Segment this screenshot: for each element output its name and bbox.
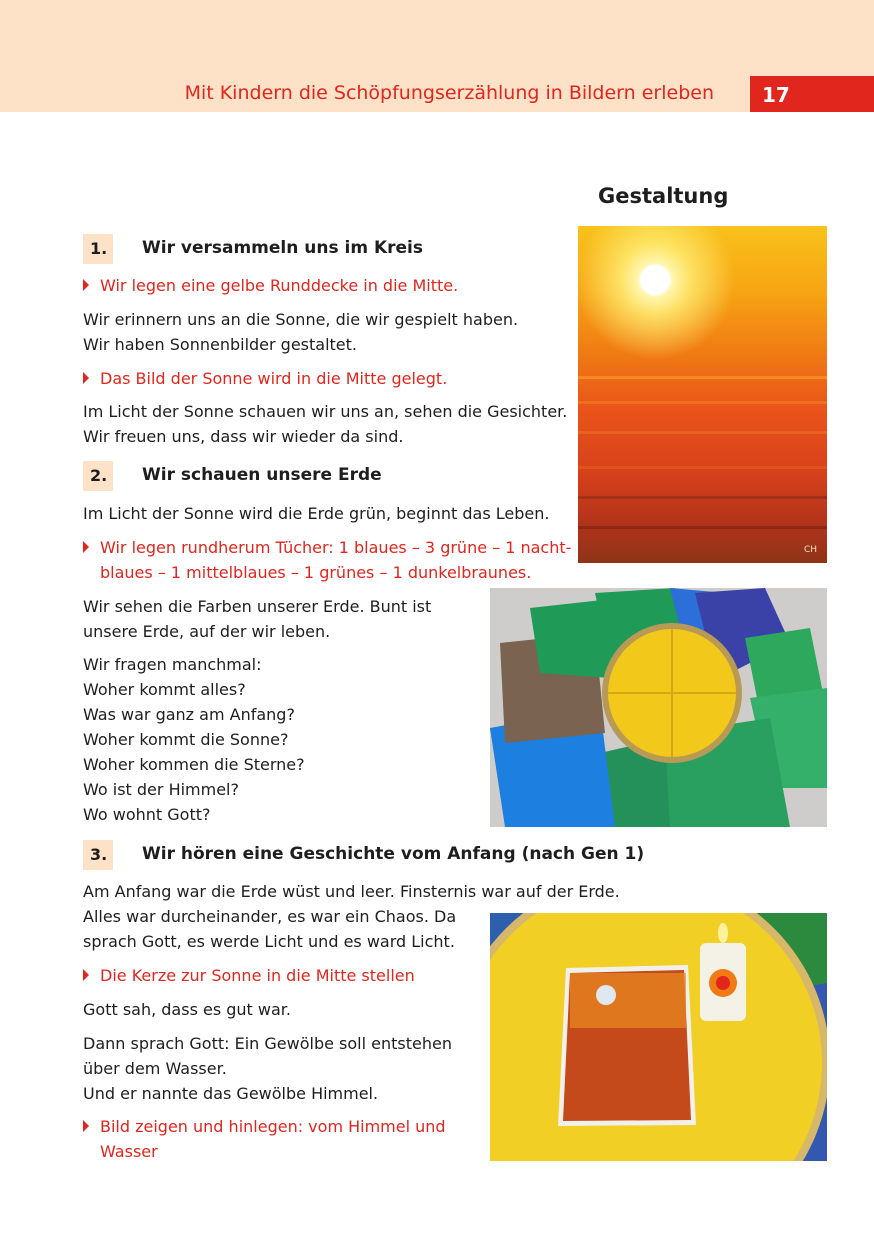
section-3-title: Wir hören eine Geschichte vom Anfang (nach Gen 1) <box>142 844 645 864</box>
cloth-arrangement-illustration <box>490 588 827 827</box>
section-3-instruction-1: Die Kerze zur Sonne in die Mitte stellen <box>83 963 415 988</box>
section-3-paragraph-2: Gott sah, dass es gut war. <box>83 1000 291 1019</box>
header-title: Mit Kindern die Schöpfungserzählung in Bildern erleben <box>184 82 714 104</box>
section-2-title: Wir schauen unsere Erde <box>142 465 382 485</box>
section-1-instruction-1: Wir legen eine gelbe Runddecke in die Mitte. <box>83 273 458 298</box>
section-1-number: 1. <box>83 234 113 264</box>
section-3-paragraph-3: Dann sprach Gott: Ein Gewölbe soll entstehen über dem Wasser. Und er nannte das Gewölbe Himmel. <box>83 1034 452 1103</box>
section-2-questions: Wir fragen manchmal: Woher kommt alles? Was war ganz am Anfang? Woher kommt die Sonne? Woher kommen die Sterne? Wo ist der Himmel? Wo wohnt Gott? <box>83 655 305 824</box>
section-1-instruction-2: Das Bild der Sonne wird in die Mitte gelegt. <box>83 366 447 391</box>
section-1-paragraph-1: Wir erinnern uns an die Sonne, die wir gespielt haben. Wir haben Sonnenbilder gestaltet. <box>83 310 519 354</box>
gestaltung-label: Gestaltung <box>598 184 729 208</box>
bullet-marker-icon <box>83 372 89 384</box>
candle-scene-illustration <box>490 913 827 1161</box>
section-3-number: 3. <box>83 840 113 870</box>
page-number: 17 <box>750 76 874 112</box>
bullet-marker-icon <box>83 279 89 291</box>
section-2-paragraph-2: Wir sehen die Farben unserer Erde. Bunt ist unsere Erde, auf der wir leben. <box>83 597 432 641</box>
section-3-instruction-2: Bild zeigen und hinlegen: vom Himmel und Wasser <box>83 1114 446 1164</box>
section-2-instruction-1: Wir legen rundherum Tücher: 1 blaues – 3 grüne – 1 nacht- blaues – 1 mittelblaues – 1 grünes – 1 dunkelbraunes. <box>83 535 571 585</box>
section-1-paragraph-2: Im Licht der Sonne schauen wir uns an, sehen die Gesichter. Wir freuen uns, dass wir wieder da sind. <box>83 402 568 446</box>
section-2-number: 2. <box>83 461 113 491</box>
painting-signature: CH <box>803 545 817 555</box>
bullet-marker-icon <box>83 1120 89 1132</box>
section-1-title: Wir versammeln uns im Kreis <box>142 238 424 258</box>
sun-painting-image <box>578 226 827 563</box>
section-2-paragraph-1: Im Licht der Sonne wird die Erde grün, beginnt das Leben. <box>83 504 550 523</box>
cloth-arrangement-image <box>490 588 827 827</box>
bullet-marker-icon <box>83 541 89 553</box>
candle-and-painting-image <box>490 913 827 1161</box>
page-header <box>0 0 874 112</box>
bullet-marker-icon <box>83 969 89 981</box>
section-3-paragraph-1: Am Anfang war die Erde wüst und leer. Finsternis war auf der Erde. Alles war durcheinander, es war ein Chaos. Da sprach Gott, es werde Licht und es ward Licht. <box>83 882 620 951</box>
